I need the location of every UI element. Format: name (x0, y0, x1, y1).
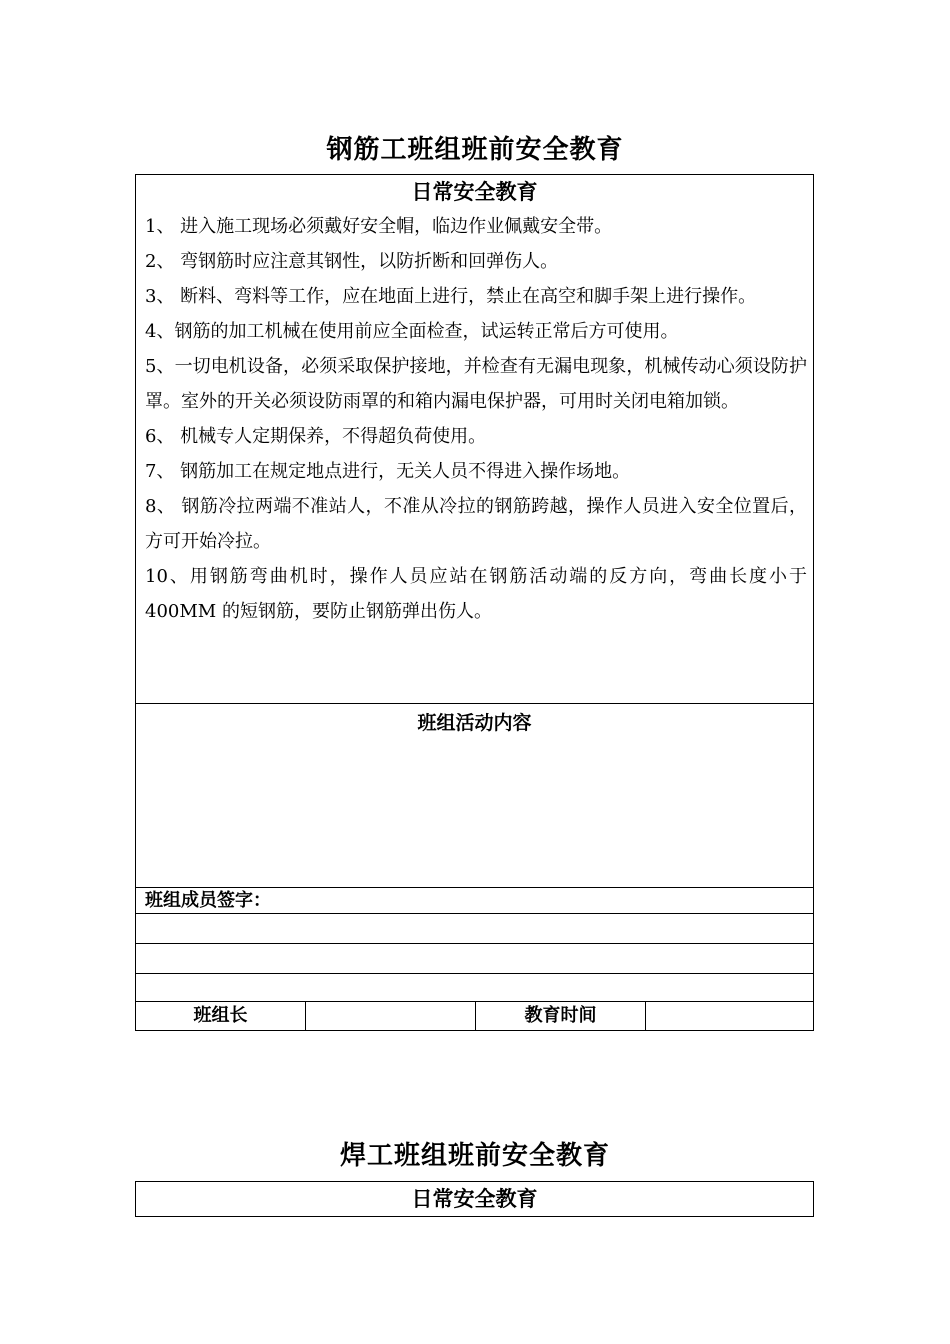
daily-safety-header: 日常安全教育 (411, 1186, 538, 1211)
activity-section[interactable] (136, 703, 813, 888)
rule-item: 1、 进入施工现场必须戴好安全帽，临边作业佩戴安全带。 (145, 216, 613, 237)
safety-form-table-2 (135, 1181, 814, 1217)
rules-list (136, 209, 813, 629)
page-title-2: 焊工班组班前安全教育 (339, 1141, 610, 1171)
signature-line[interactable] (136, 943, 813, 973)
rule-item: 6、 机械专人定期保养，不得超负荷使用。 (145, 426, 487, 447)
signature-label: 班组成员签字： (145, 890, 271, 911)
activity-header: 班组活动内容 (417, 712, 532, 734)
daily-safety-header: 日常安全教育 (411, 179, 538, 204)
signature-line[interactable] (136, 973, 813, 1001)
rule-item: 4、钢筋的加工机械在使用前应全面检查，试运转正常后方可使用。 (145, 321, 679, 342)
safety-form-table (135, 174, 814, 1031)
signature-line[interactable] (136, 913, 813, 943)
page-title: 钢筋工班组班前安全教育 (326, 135, 624, 165)
rule-item: 7、 钢筋加工在规定地点进行，无关人员不得进入操作场地。 (145, 461, 631, 482)
rule-item: 2、 弯钢筋时应注意其钢性，以防折断和回弹伤人。 (145, 251, 559, 272)
rule-item: 8、 钢筋冷拉两端不准站人，不准从冷拉的钢筋跨越，操作人员进入安全位置后，方可开始冷拉。 (145, 496, 807, 552)
rule-item: 5、一切电机设备，必须采取保护接地，并检查有无漏电现象，机械传动心须设防护罩。室外的开关必须设防雨罩的和箱内漏电保护器，可用时关闭电箱加锁。 (145, 356, 807, 412)
education-time-label: 教育时间 (476, 1002, 646, 1031)
team-leader-field[interactable] (306, 1002, 476, 1031)
rule-item: 3、 断料、弯料等工作，应在地面上进行，禁止在高空和脚手架上进行操作。 (145, 286, 757, 307)
signature-label-row (136, 887, 813, 913)
team-leader-label: 班组长 (136, 1002, 306, 1031)
rule-item: 10、用钢筋弯曲机时，操作人员应站在钢筋活动端的反方向，弯曲长度小于 400MM 的短钢筋，要防止钢筋弹出伤人。 (145, 566, 807, 622)
footer-row (136, 1001, 813, 1031)
education-time-field[interactable] (646, 1002, 813, 1031)
